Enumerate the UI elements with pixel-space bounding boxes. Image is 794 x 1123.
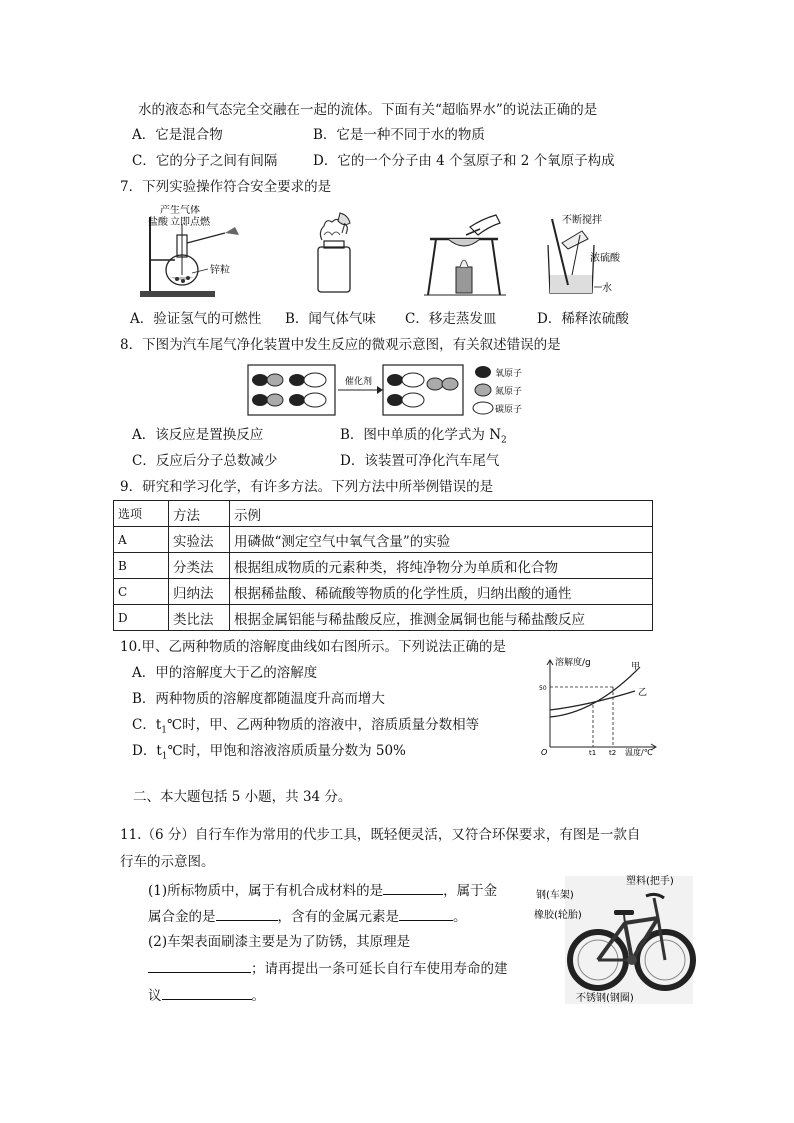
- q8-option-c: C．反应后分子总数减少: [132, 453, 278, 469]
- q11-part2-line3: 议 。: [148, 985, 265, 1006]
- section-2-heading: 二、本大题包括 5 小题，共 34 分。: [133, 789, 352, 805]
- q10-stem: 10.甲、乙两种物质的溶解度曲线如右图所示。下列说法正确的是: [120, 639, 506, 655]
- table-row: [114, 553, 653, 579]
- curve-yi: [550, 691, 635, 710]
- q11-part1-line1: (1)所标物质中，属于有机合成材料的是 ，属于金: [148, 880, 497, 901]
- table-cell: B: [114, 553, 169, 579]
- bicycle-figure: [530, 868, 700, 1008]
- q11-part2-line2: ；请再提出一条可延长自行车使用寿命的建: [148, 958, 508, 979]
- answer-blank-organic[interactable]: [383, 880, 443, 895]
- table-cell: 归纳法: [169, 579, 230, 605]
- table-cell: 根据稀盐酸、稀硫酸等物质的化学性质，归纳出酸的通性: [230, 579, 653, 605]
- q9-stem: 9．研究和学习化学，有许多方法。下列方法中所举例错误的是: [120, 479, 494, 495]
- table-row: [114, 605, 653, 631]
- table-row: [114, 527, 653, 553]
- q6-stem: 水的液态和气态完全交融在一起的流体。下面有关“超临界水”的说法正确的是: [138, 102, 598, 118]
- table-cell: 类比法: [169, 605, 230, 631]
- q11-part2-line1: (2)车架表面刷漆主要是为了防锈，其原理是: [148, 934, 411, 950]
- q11-stem-line2: 行车的示意图。: [120, 854, 215, 870]
- table-header-cell: 方法: [169, 501, 230, 527]
- svg-text:温度/℃: 温度/℃: [625, 748, 653, 757]
- svg-text:塑料(把手): 塑料(把手): [626, 876, 674, 887]
- legend: [473, 366, 522, 415]
- svg-text:锌粒: 锌粒: [210, 265, 230, 276]
- q7-option-a: A．验证氢气的可燃性: [130, 311, 262, 327]
- svg-text:浓硫酸: 浓硫酸: [590, 253, 620, 264]
- figure-a-hydrogen-apparatus: [140, 205, 239, 297]
- q7-figures: [130, 205, 650, 305]
- figure-b-smell-gas: [318, 213, 350, 292]
- table-cell: 实验法: [169, 527, 230, 553]
- answer-blank-metal-element[interactable]: [399, 906, 453, 921]
- curve-jia: [550, 667, 640, 717]
- table-cell: 用磷做“测定空气中氧气含量”的实验: [230, 527, 653, 553]
- q8-option-b: B．图中单质的化学式为 $N_2$: [340, 427, 507, 446]
- q10-option-b: B．两种物质的溶解度都随温度升高而增大: [132, 691, 385, 707]
- q8-option-a: A．该反应是置换反应: [132, 427, 264, 443]
- q11-part1-line2: 属合金的是 ，含有的金属元素是 。: [148, 906, 467, 927]
- q7-stem: 7．下列实验操作符合安全要求的是: [120, 179, 332, 195]
- svg-text:盐酸: 盐酸: [148, 217, 168, 228]
- answer-blank-alloy[interactable]: [216, 906, 278, 921]
- q10-solubility-graph: [535, 655, 670, 760]
- svg-text:不断搅拌: 不断搅拌: [562, 215, 602, 226]
- q7-option-b: B．闻气体气味: [285, 311, 376, 327]
- q7-option-c: C．移走蒸发皿: [405, 311, 497, 327]
- table-cell: 根据金属铝能与稀盐酸反应，推测金属铜也能与稀盐酸反应: [230, 605, 653, 631]
- svg-text:不锈钢(钢圈): 不锈钢(钢圈): [576, 993, 634, 1004]
- svg-text:催化剂: 催化剂: [345, 377, 373, 387]
- svg-text:t1: t1: [589, 749, 597, 757]
- figure-d-dilute-acid: [548, 213, 621, 294]
- svg-text:水: 水: [602, 283, 612, 294]
- svg-text:碳原子: 碳原子: [495, 405, 523, 415]
- q6-option-a: A．它是混合物: [132, 127, 223, 143]
- table-cell: C: [114, 579, 169, 605]
- svg-text:氮原子: 氮原子: [495, 387, 523, 397]
- svg-text:钢(车架): 钢(车架): [536, 890, 574, 901]
- answer-blank-suggestion[interactable]: [162, 985, 252, 1000]
- q10-option-d: D．$t_1℃$时，甲饱和溶液溶质质量分数为 50%: [132, 743, 406, 762]
- q8-option-d: D．该装置可净化汽车尾气: [340, 453, 500, 469]
- table-cell: 分类法: [169, 553, 230, 579]
- table-header-cell: 示例: [230, 501, 653, 527]
- q8-stem: 8．下图为汽车尾气净化装置中发生反应的微观示意图，有关叙述错误的是: [120, 337, 561, 353]
- q11-stem-line1: 11.（6 分）自行车作为常用的代步工具，既轻便灵活，又符合环保要求，有图是一款自: [120, 827, 641, 843]
- svg-text:橡胶(轮胎): 橡胶(轮胎): [534, 910, 582, 921]
- svg-text:溶解度/g: 溶解度/g: [555, 658, 591, 668]
- svg-text:立即点燃: 立即点燃: [170, 217, 210, 228]
- svg-text:t2: t2: [609, 749, 617, 757]
- q7-option-d: D．稀释浓硫酸: [537, 311, 629, 327]
- table-cell: D: [114, 605, 169, 631]
- svg-text:O: O: [541, 748, 548, 757]
- figure-c-evaporating-dish: [424, 215, 506, 295]
- q6-option-d: D．它的一个分子由 4 个氢原子和 2 个氧原子构成: [313, 153, 615, 169]
- q6-option-b: B．它是一种不同于水的物质: [313, 127, 485, 143]
- q10-option-a: A．甲的溶解度大于乙的溶解度: [132, 665, 318, 681]
- table-header-row: [114, 501, 653, 527]
- svg-text:氧原子: 氧原子: [495, 369, 523, 379]
- svg-text:产生气体: 产生气体: [160, 205, 200, 216]
- table-row: [114, 579, 653, 605]
- table-cell: 根据组成物质的元素种类，将纯净物分为单质和化合物: [230, 553, 653, 579]
- q6-option-c: C．它的分子之间有间隔: [132, 153, 278, 169]
- table-header-cell: 选项: [114, 501, 169, 527]
- table-cell: A: [114, 527, 169, 553]
- svg-text:甲: 甲: [631, 662, 641, 672]
- q10-option-c: C．$t_1℃$时，甲、乙两种物质的溶液中，溶质质量分数相等: [132, 717, 480, 736]
- q8-reaction-diagram: [245, 362, 585, 420]
- svg-text:乙: 乙: [638, 688, 648, 698]
- svg-text:50: 50: [539, 685, 547, 692]
- answer-blank-rust-principle[interactable]: [148, 958, 251, 973]
- q9-table: [113, 500, 653, 631]
